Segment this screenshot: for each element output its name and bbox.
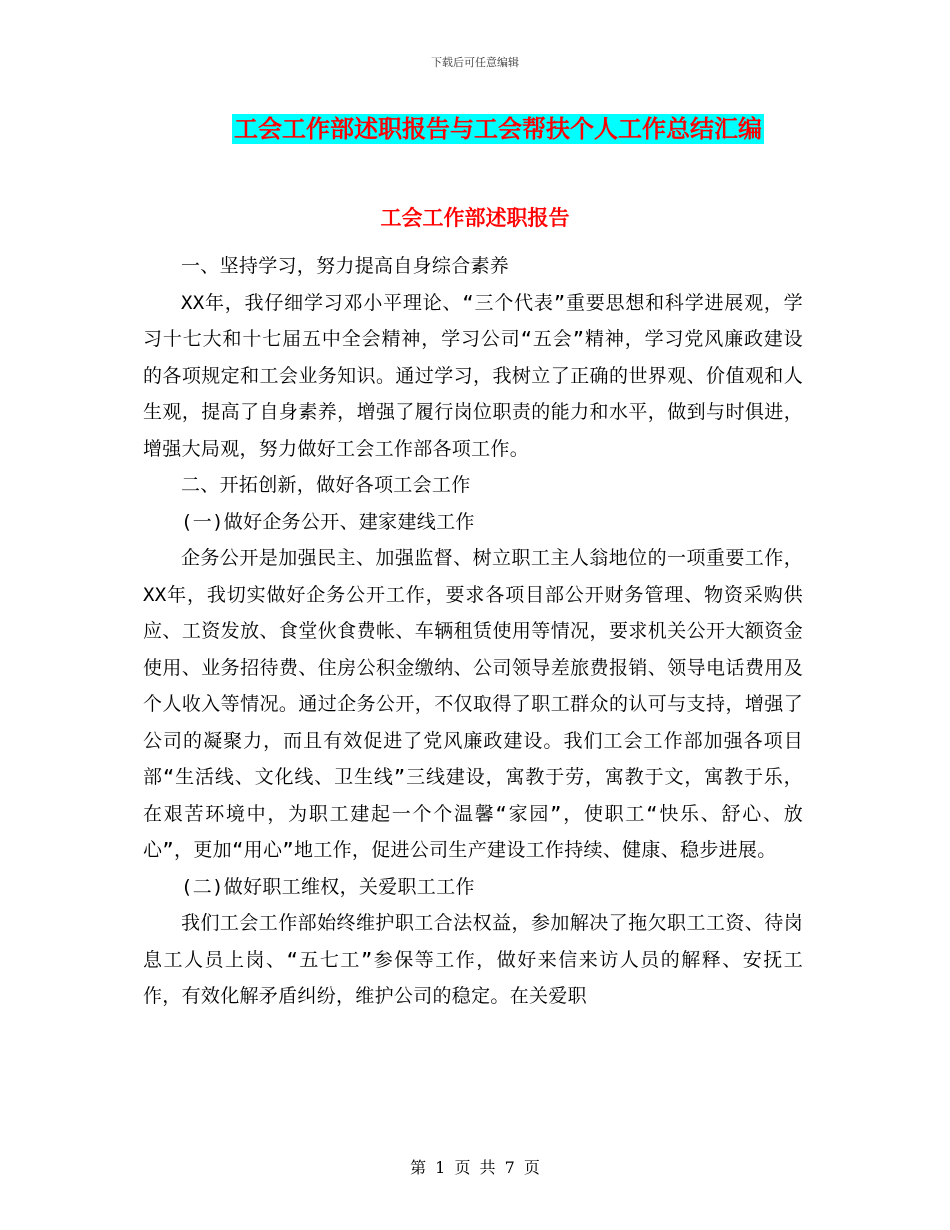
document-body bbox=[143, 248, 803, 1015]
page-number-footer: 第 1 页 共 7 页 bbox=[410, 1158, 540, 1177]
subheading-2: (二)做好职工维权，关爱职工工作 bbox=[181, 875, 475, 898]
paragraph: 我们工会工作部始终维护职工合法权益，参加解决了拖欠职工工资、待岗息工人员上岗、“五七工”参保等工作，做好来信来访人员的解释、安抚工作，有效化解矛盾纠纷，维护公司的稳定。在关爱职 bbox=[143, 912, 803, 1007]
paragraph: 企务公开是加强民主、加强监督、树立职工主人翁地位的一项重要工作，XX年，我切实做好企务公开工作，要求各项目部公开财务管理、物资采购供应、工资发放、食堂伙食费帐、车辆租赁使用等情况，要求机关公开大额资金使用、业务招待费、住房公积金缴纳、公司领导差旅费报销、领导电话费用及个人收入等情况。通过企务公开，不仅取得了职工群众的认可与支持，增强了公司的凝聚力，而且有效促进了党风廉政建设。我们工会工作部加强各项目部“生活线、文化线、卫生线”三线建设，寓教于劳，寓教于文，寓教于乐，在艰苦环境中，为职工建起一个个温馨“家园”，使职工“快乐、舒心、放心”，更加“用心”地工作，促进公司生产建设工作持续、健康、稳步进展。 bbox=[143, 547, 803, 861]
main-title: 工会工作部述职报告与工会帮扶个人工作总结汇编 bbox=[234, 114, 762, 143]
main-title-container bbox=[0, 114, 950, 144]
paragraph: XX年，我仔细学习邓小平理论、“三个代表”重要思想和科学进展观，学习十七大和十七届五中全会精神，学习公司“五会”精神，学习党风廉政建设的各项规定和工会业务知识。通过学习，我树立了正确的世界观、价值观和人生观，提高了自身素养，增强了履行岗位职责的能力和水平，做到与时俱进，增强大局观，努力做好工会工作部各项工作。 bbox=[143, 291, 803, 460]
subheading-1: (一)做好企务公开、建家建线工作 bbox=[181, 510, 475, 533]
header-note: 下载后可任意编辑 bbox=[431, 56, 519, 69]
heading-1: 一、坚持学习，努力提高自身综合素养 bbox=[181, 255, 510, 277]
heading-2: 二、开拓创新，做好各项工会工作 bbox=[181, 474, 471, 496]
section-title: 工会工作部述职报告 bbox=[380, 205, 570, 230]
